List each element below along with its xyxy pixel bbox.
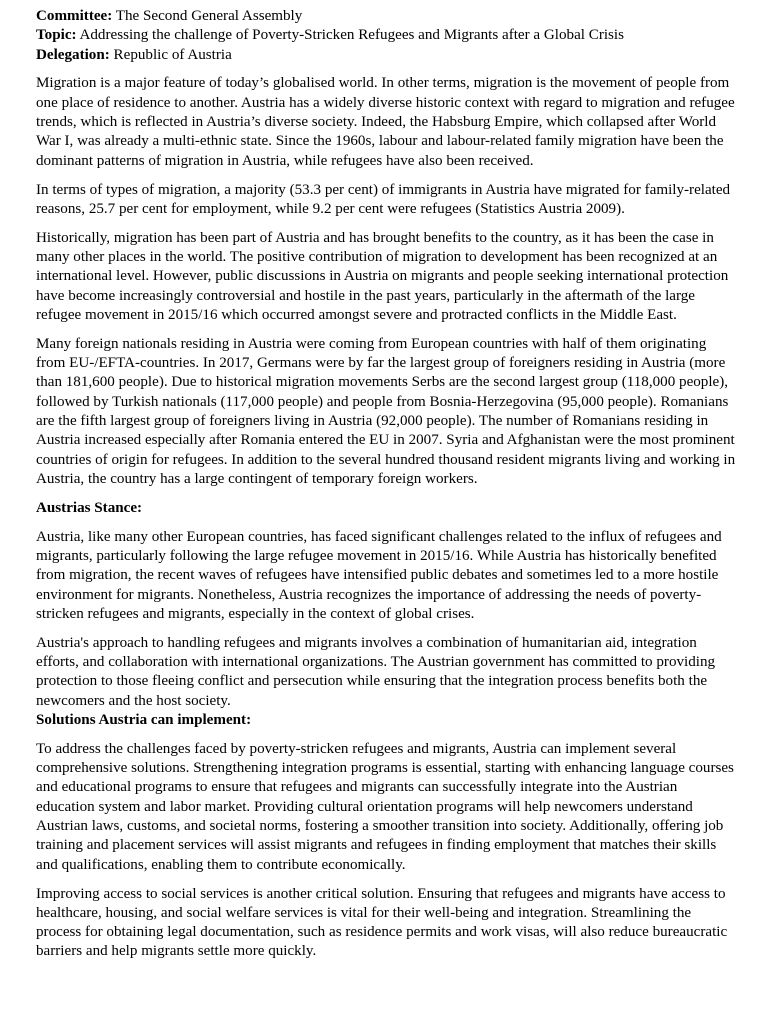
paragraph-solutions-integration: To address the challenges faced by poverty-stricken refugees and migrants, Austria can implement several comprehensive solutions. Strengthening integration programs is essential, starting with enhancing language courses and educational programs to ensure that refugees and migrants can successfully integrate into the Austrian education system and labor market. Providing cultural orientation programs will help newcomers understand Austrian laws, customs, and societal norms, fostering a smoother transition into society. Additionally, offering job training and placement services will assist migrants and refugees in finding employment that matches their skills and qualifications, enabling them to contribute economically. xyxy=(36,740,734,873)
committee-label: Committee: xyxy=(36,8,113,24)
document-header xyxy=(36,7,736,65)
paragraph-foreign-nationals: Many foreign nationals residing in Austria were coming from European countries with half of them originating from EU-/EFTA-countries. In 2017, Germans were by far the largest group of foreigners residing in Austria (more than 181,600 people). Due to historical migration movements Serbs are the second largest group (118,000 people), followed by Turkish nationals (117,000 people) and people from Bosnia-Herzegovina (95,000 people). Romanians are the fifth largest group of foreigners living in Austria (92,000 people). The number of Romanians residing in Austria increased especially after Romania entered the EU in 2007. Syria and Afghanistan were the most prominent countries of origin for refugees. In addition to the several hundred thousand resident migrants living and working in Austria, the country has a large contingent of temporary foreign workers. xyxy=(36,335,736,487)
stance-heading: Austrias Stance: xyxy=(36,499,143,516)
document-page xyxy=(36,7,736,971)
committee-value: The Second General Assembly xyxy=(112,8,303,24)
topic-value: Addressing the challenge of Poverty-Stricken Refugees and Migrants after a Global Crisis xyxy=(76,27,624,44)
paragraph-migration-history: Historically, migration has been part of Austria and has brought benefits to the country, as it has been the case in many other places in the world. The positive contribution of migration to development has been recognized at an international level. However, public discussions in Austria on migrants and people seeking international protection have become increasingly controversial and hostile in the past years, particularly in the aftermath of the large refugee movement in 2015/16 which occurred amongst severe and protracted conflicts in the Middle East. xyxy=(36,229,729,323)
delegation-value: Republic of Austria xyxy=(109,46,232,63)
paragraph-migration-types: In terms of types of migration, a majority (53.3 per cent) of immigrants in Austria have migrated for family-related reasons, 25.7 per cent for employment, while 9.2 per cent were refugees (Statistics Austria 2009). xyxy=(36,181,731,217)
paragraph-stance-approach: Austria's approach to handling refugees and migrants involves a combination of humanitarian aid, integration efforts, and collaboration with international organizations. The Austrian government has committed to providing protection to those fleeing conflict and persecution while ensuring that the integration process benefits both the newcomers and the host society. xyxy=(36,634,716,709)
committee-line xyxy=(36,7,736,26)
paragraph-stance-challenges: Austria, like many other European countries, has faced significant challenges related to the influx of refugees and migrants, particularly following the large refugee movement in 2015/16. While Austria has historically benefited from migration, the recent waves of refugees have intensified public debates and sometimes led to a more hostile environment for migrants. Nonetheless, Austria recognizes the importance of addressing the needs of poverty-stricken refugees and migrants, especially in the context of global crises. xyxy=(36,528,722,622)
topic-line xyxy=(36,26,736,45)
topic-label: Topic: xyxy=(36,27,77,44)
delegation-line xyxy=(36,46,736,65)
delegation-label: Delegation: xyxy=(36,46,110,63)
paragraph-solutions-social-services: Improving access to social services is another critical solution. Ensuring that refugees and migrants have access to healthcare, housing, and social welfare services is vital for their well-being and integration. Streamlining the process for obtaining legal documentation, such as residence permits and work visas, will also reduce bureaucratic barriers and help migrants settle more quickly. xyxy=(36,885,728,960)
paragraph-migration-overview: Migration is a major feature of today’s globalised world. In other terms, migration is the movement of people from one place of residence to another. Austria has a widely diverse historic context with regard to migration and refugee trends, which is reflected in Austria’s diverse society. Indeed, the Habsburg Empire, which collapsed after World War I, was already a multi-ethnic state. Since the 1960s, labour and labour-related family migration have been the dominant patterns of migration in Austria, while refugees have also been received. xyxy=(36,75,735,169)
solutions-heading: Solutions Austria can implement: xyxy=(36,711,252,728)
